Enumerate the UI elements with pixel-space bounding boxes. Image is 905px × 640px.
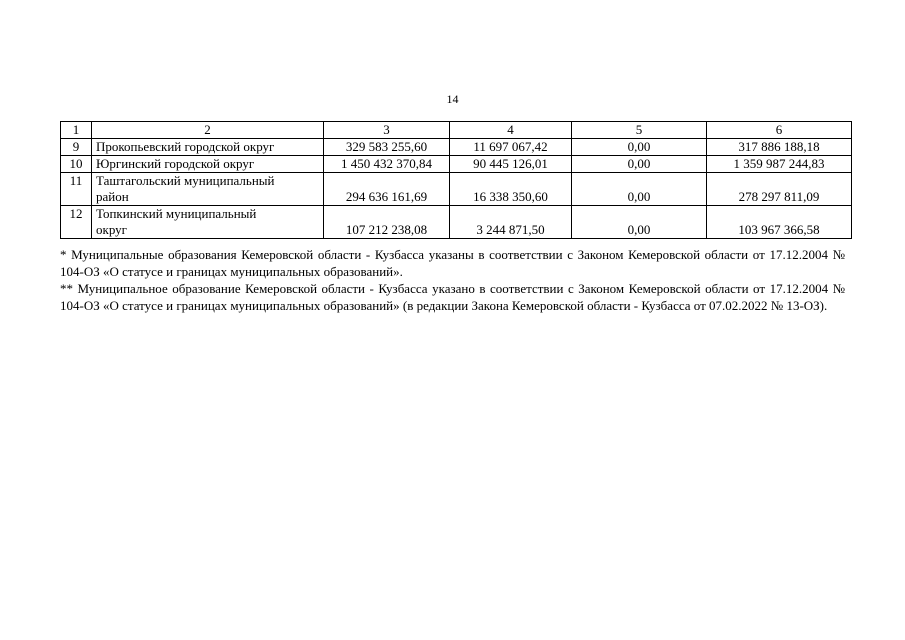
municipality-name [92, 139, 324, 156]
data-table [60, 121, 852, 239]
name-line: Юргинский городской округ [96, 156, 255, 171]
municipality-name [92, 173, 324, 206]
value-col3: 294 636 161,69 [324, 173, 450, 206]
name-line: Прокопьевский городской округ [96, 139, 275, 154]
row-number: 10 [61, 156, 92, 173]
footnote-single-asterisk: * Муниципальные образования Кемеровской области - Кузбасса указаны в соответствии с Законом Кемеровской области от 17.12.2004 № 104-ОЗ «О статусе и границах муниципальных образований». [60, 247, 845, 279]
footnote-double-asterisk: ** Муниципальное образование Кемеровской области - Кузбасса указано в соответствии с Законом Кемеровской области от 17.12.2004 № 104-ОЗ «О статусе и границах муниципальных образований» (в редакции Закона Кемеровской области - Кузбасса от 07.02.2022 № 13-ОЗ). [60, 281, 845, 313]
name-line: Таштагольский муниципальный [96, 173, 275, 188]
value-col3: 1 450 432 370,84 [324, 156, 450, 173]
value-col5: 0,00 [572, 139, 707, 156]
header-cell: 4 [450, 122, 572, 139]
row-number: 9 [61, 139, 92, 156]
page-number: 14 [446, 92, 459, 106]
row-number: 12 [61, 206, 92, 239]
name-line: округ [96, 222, 127, 237]
name-line: район [96, 189, 129, 204]
footnotes [60, 246, 845, 314]
value-col5: 0,00 [572, 156, 707, 173]
header-cell: 6 [707, 122, 852, 139]
value-col6: 317 886 188,18 [707, 139, 852, 156]
value-col5: 0,00 [572, 173, 707, 206]
value-col4: 3 244 871,50 [450, 206, 572, 239]
header-cell: 2 [92, 122, 324, 139]
name-line: Топкинский муниципальный [96, 206, 257, 221]
header-cell: 5 [572, 122, 707, 139]
table-row [61, 173, 852, 206]
table-row [61, 206, 852, 239]
value-col4: 16 338 350,60 [450, 173, 572, 206]
header-cell: 1 [61, 122, 92, 139]
row-number: 11 [61, 173, 92, 206]
value-col3: 107 212 238,08 [324, 206, 450, 239]
value-col6: 103 967 366,58 [707, 206, 852, 239]
value-col6: 1 359 987 244,83 [707, 156, 852, 173]
value-col6: 278 297 811,09 [707, 173, 852, 206]
municipality-name [92, 156, 324, 173]
value-col4: 90 445 126,01 [450, 156, 572, 173]
table-row [61, 139, 852, 156]
table-row [61, 156, 852, 173]
value-col4: 11 697 067,42 [450, 139, 572, 156]
table-header-row [61, 122, 852, 139]
municipality-name [92, 206, 324, 239]
header-cell: 3 [324, 122, 450, 139]
value-col3: 329 583 255,60 [324, 139, 450, 156]
value-col5: 0,00 [572, 206, 707, 239]
